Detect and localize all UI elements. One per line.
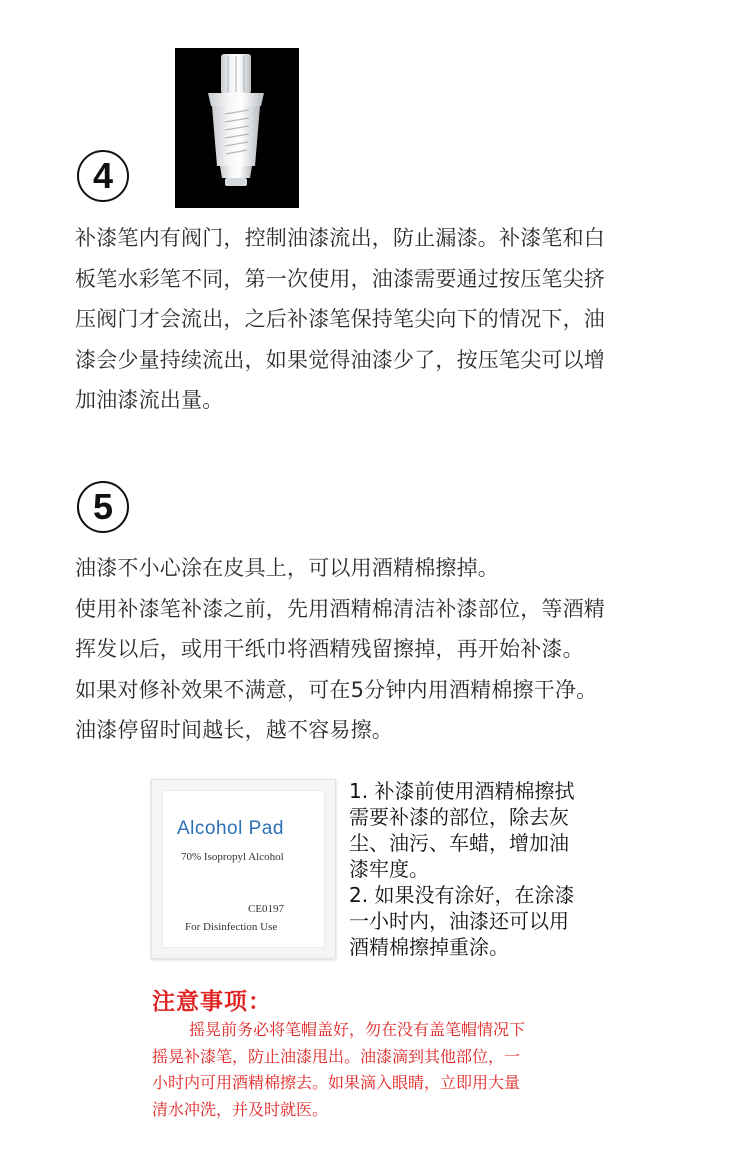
pad-note-line-6: 一小时内，油漆还可以用	[349, 909, 569, 933]
caution-title: 注意事项：	[152, 989, 272, 1015]
caution-body	[152, 1017, 622, 1123]
alcohol-pad-title: Alcohol Pad	[177, 818, 284, 839]
step-5-line-3: 挥发以后，或用干纸巾将酒精残留擦掉，再开始补漆。	[75, 637, 584, 661]
step-4-line-3: 压阀门才会流出，之后补漆笔保持笔尖向下的情况下，油	[75, 307, 605, 331]
pad-note-line-2: 需要补漆的部位，除去灰	[349, 805, 569, 829]
pad-note-line-7: 酒精棉擦掉重涂。	[349, 935, 509, 959]
step-5-number-text: 5	[92, 486, 114, 527]
alcohol-pad-label	[162, 790, 325, 948]
alcohol-pad-use: For Disinfection Use	[185, 921, 278, 933]
step-5-line-5: 油漆停留时间越长，越不容易擦。	[75, 718, 393, 742]
caution-line-1: 摇晃前务必将笔帽盖好，勿在没有盖笔帽情况下	[189, 1020, 526, 1039]
step-4-number	[77, 150, 129, 202]
step-5-line-4: 如果对修补效果不满意，可在5分钟内用酒精棉擦干净。	[75, 677, 598, 702]
step-4-description	[75, 218, 695, 421]
alcohol-pad-subtitle: 70% Isopropyl Alcohol	[181, 851, 284, 863]
alcohol-pad-image	[151, 779, 336, 959]
step-4-line-2: 板笔水彩笔不同，第一次使用，油漆需要通过按压笔尖挤	[75, 266, 605, 291]
step-5-line-2: 使用补漆笔补漆之前，先用酒精棉清洁补漆部位，等酒精	[75, 596, 605, 621]
step-4-line-4: 漆会少量持续流出，如果觉得油漆少了，按压笔尖可以增	[75, 347, 605, 372]
pen-valve-icon	[175, 48, 299, 208]
step-4-line-1: 补漆笔内有阀门，控制油漆流出，防止漏漆。补漆笔和白	[75, 226, 605, 250]
pad-note-line-5: 2. 如果没有涂好，在涂漆	[349, 883, 575, 907]
pad-note-line-3: 尘、油污、车蜡，增加油	[349, 831, 569, 855]
alcohol-pad-ce-mark: CE0197	[248, 903, 285, 915]
pad-note-line-4: 漆牢度。	[349, 857, 429, 881]
step-4-line-5: 加油漆流出量。	[75, 388, 224, 412]
step-5-description	[75, 548, 695, 751]
caution-line-4: 清水冲洗，并及时就医。	[152, 1099, 329, 1119]
pad-note-line-1: 1. 补漆前使用酒精棉擦拭	[349, 779, 575, 803]
caution-line-3: 小时内可用酒精棉擦去。如果滴入眼睛，立即用大量	[152, 1073, 521, 1092]
caution-line-2: 摇晃补漆笔，防止油漆甩出。油漆滴到其他部位，一	[152, 1046, 521, 1066]
alcohol-pad-notes	[349, 778, 679, 960]
step-5-number	[77, 481, 129, 533]
valve-photo	[175, 48, 299, 208]
step-4-number-text: 4	[92, 155, 114, 196]
step-5-line-1: 油漆不小心涂在皮具上，可以用酒精棉擦掉。	[75, 556, 499, 580]
